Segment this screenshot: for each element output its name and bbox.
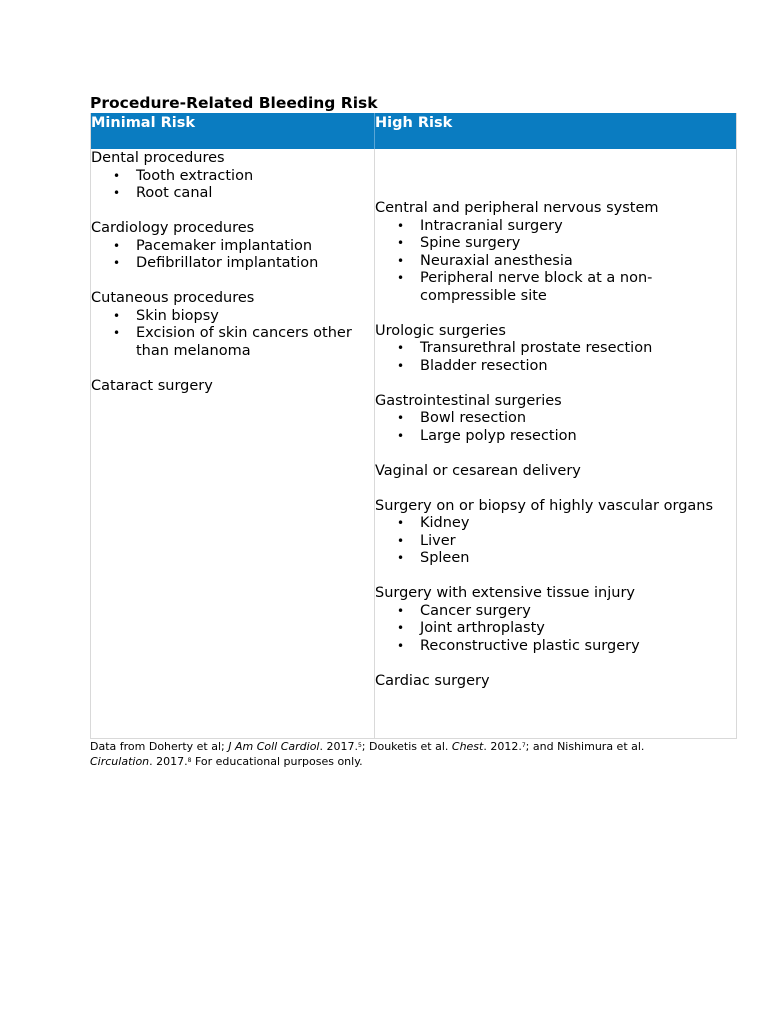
- list-item: [91, 185, 374, 203]
- footnote-text: For educational purposes only.: [191, 755, 363, 768]
- list-item-text: Root canal: [136, 185, 213, 201]
- procedure-group-heading: Dental procedures: [91, 150, 225, 166]
- list-item: [375, 253, 736, 271]
- procedure-group: [375, 463, 736, 481]
- list-item-text: Defibrillator implantation: [136, 255, 319, 271]
- list-item: [375, 428, 736, 446]
- source-footnote: [90, 739, 650, 769]
- reference-marker: 7: [521, 742, 526, 749]
- high-risk-column: [375, 149, 736, 738]
- list-item-text: Skin biopsy: [136, 307, 219, 324]
- bullet-icon: •: [113, 238, 121, 253]
- bullet-icon: •: [397, 638, 405, 653]
- reference-marker: 8: [187, 757, 192, 764]
- procedure-list: [375, 218, 736, 306]
- bullet-icon: •: [397, 358, 405, 373]
- procedure-group: [375, 200, 736, 305]
- procedure-group-heading: Cutaneous procedures: [91, 290, 255, 306]
- list-item-text: Liver: [420, 532, 456, 549]
- bullet-icon: •: [397, 516, 405, 530]
- footnote-text: Data from Doherty et al;: [90, 740, 229, 753]
- list-item-text: Neuraxial anesthesia: [420, 252, 573, 269]
- bullet-icon: •: [113, 168, 121, 183]
- bullet-icon: •: [113, 186, 121, 200]
- bullet-icon: •: [397, 253, 405, 268]
- list-item: [91, 325, 374, 360]
- bullet-icon: •: [397, 341, 405, 355]
- procedure-list: [375, 340, 736, 375]
- procedure-list: [375, 603, 736, 656]
- list-item-text: Pacemaker implantation: [136, 237, 313, 254]
- list-item-text: Tooth extraction: [136, 167, 254, 184]
- bullet-icon: •: [397, 271, 405, 285]
- list-item: [375, 340, 736, 358]
- list-item: [91, 255, 374, 273]
- list-item: [91, 238, 374, 256]
- list-item: [91, 168, 374, 186]
- list-item: [375, 270, 736, 305]
- procedure-list: [91, 238, 374, 273]
- procedure-group-heading: Surgery with extensive tissue injury: [375, 585, 636, 601]
- list-item-text: Transurethral prostate resection: [420, 340, 653, 356]
- list-item: [375, 515, 736, 533]
- procedure-group: [375, 673, 736, 691]
- procedure-group: [91, 290, 374, 360]
- list-item-text: Intracranial surgery: [420, 217, 563, 234]
- procedure-group: [91, 378, 374, 396]
- procedure-group-heading: Surgery on or biopsy of highly vascular organs: [375, 497, 714, 514]
- procedure-group-heading: Cardiology procedures: [91, 220, 255, 236]
- table-body-row: [91, 149, 736, 738]
- procedure-group-heading: Gastrointestinal surgeries: [375, 392, 562, 409]
- list-item: [375, 550, 736, 568]
- bullet-icon: •: [397, 218, 405, 233]
- list-item-text: Spleen: [420, 550, 470, 566]
- bullet-icon: •: [113, 256, 121, 270]
- bullet-icon: •: [397, 533, 405, 548]
- column-header-high-risk: High Risk: [375, 115, 453, 131]
- list-item-text: Cancer surgery: [420, 602, 531, 619]
- list-item: [375, 603, 736, 621]
- table-header-row: [91, 113, 736, 149]
- list-item-text: Bowl resection: [420, 410, 527, 426]
- list-item-text: Reconstructive plastic surgery: [420, 637, 640, 654]
- procedure-group-heading: Cataract surgery: [91, 377, 213, 394]
- procedure-list: [375, 410, 736, 445]
- procedure-group-heading: Central and peripheral nervous system: [375, 200, 659, 216]
- procedure-group-heading: Cardiac surgery: [375, 672, 490, 689]
- list-item: [375, 620, 736, 638]
- list-item-text: Spine surgery: [420, 235, 521, 251]
- list-item: [375, 533, 736, 551]
- list-item: [375, 638, 736, 656]
- list-item-text: Excision of skin cancers other than melanoma: [136, 325, 352, 359]
- procedure-group: [91, 220, 374, 273]
- bleeding-risk-table: [90, 113, 737, 739]
- list-item: [91, 308, 374, 326]
- procedure-list: [375, 515, 736, 568]
- procedure-list: [91, 168, 374, 203]
- footnote-text: . 2017.: [149, 755, 188, 768]
- procedure-group: [375, 323, 736, 376]
- procedure-group-heading: Vaginal or cesarean delivery: [375, 462, 581, 479]
- list-item-text: Peripheral nerve block at a non-compressible site: [420, 270, 653, 304]
- procedure-group-heading: Urologic surgeries: [375, 322, 506, 339]
- list-item: [375, 218, 736, 236]
- bullet-icon: •: [397, 428, 405, 443]
- footnote-text: . 2012.: [483, 740, 522, 753]
- bullet-icon: •: [113, 308, 121, 323]
- procedure-group: [91, 150, 374, 203]
- bullet-icon: •: [397, 551, 405, 565]
- procedure-list: [91, 308, 374, 361]
- journal-name: Circulation: [90, 755, 150, 768]
- list-item: [375, 358, 736, 376]
- minimal-risk-column: [91, 149, 375, 738]
- list-item: [375, 235, 736, 253]
- list-item-text: Joint arthroplasty: [420, 620, 545, 636]
- journal-name: Chest: [451, 740, 484, 753]
- reference-marker: 5: [357, 742, 362, 749]
- list-item-text: Large polyp resection: [420, 427, 577, 444]
- bullet-icon: •: [397, 603, 405, 618]
- bullet-icon: •: [113, 326, 121, 340]
- bullet-icon: •: [397, 411, 405, 425]
- list-item-text: Bladder resection: [420, 357, 548, 374]
- procedure-group: [375, 498, 736, 568]
- list-item: [375, 410, 736, 428]
- footnote-text: . 2017.: [319, 740, 358, 753]
- procedure-group: [375, 393, 736, 446]
- bullet-icon: •: [397, 621, 405, 635]
- footnote-text: ; Douketis et al.: [361, 740, 452, 753]
- column-header-minimal-risk: Minimal Risk: [91, 113, 375, 149]
- list-item-text: Kidney: [420, 515, 470, 531]
- footnote-text: ; and Nishimura et al.: [525, 740, 645, 753]
- page-title: Procedure-Related Bleeding Risk: [90, 94, 378, 112]
- journal-name: J Am Coll Cardiol: [228, 740, 320, 753]
- procedure-group: [375, 585, 736, 655]
- bullet-icon: •: [397, 236, 405, 250]
